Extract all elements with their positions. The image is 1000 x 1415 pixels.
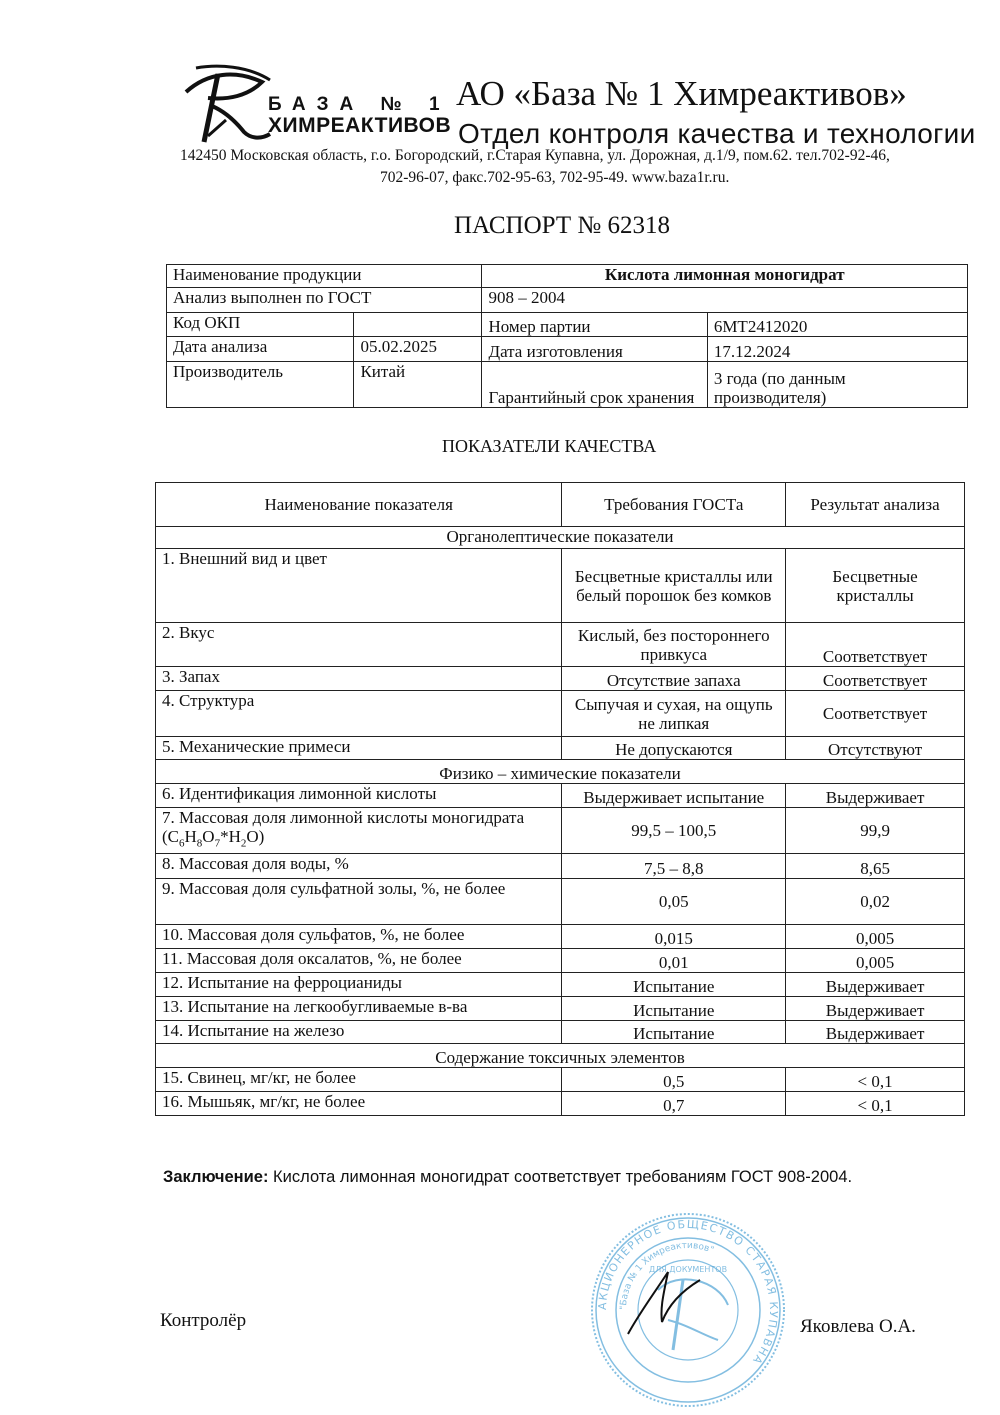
indicator-name: 10. Массовая доля сульфатов, %, не более [156,925,562,949]
manufacture-date-label: Дата изготовления [482,337,707,362]
product-info-table [166,264,968,408]
table-row [156,808,965,854]
signer-name: Яковлева О.А. [800,1316,916,1337]
table-row [156,1021,965,1044]
table-row [156,1068,965,1092]
stamp-center-text: ДЛЯ ДОКУМЕНТОВ [648,1265,728,1274]
indicator-name: 15. Свинец, мг/кг, не более [156,1068,562,1092]
indicator-requirement: 0,01 [562,949,786,973]
indicator-name: 3. Запах [156,667,562,691]
address-line1: 142450 Московская область, г.о. Богородский, г.Старая Купавна, ул. Дорожная, д.1/9, пом.62. тел.702-92-46, [180,147,890,164]
indicator-name: 12. Испытание на ферроцианиды [156,973,562,997]
passport-title: ПАСПОРТ № 62318 [454,212,670,239]
table-row [156,973,965,997]
warranty-value: 3 года (по данным производителя) [707,362,967,408]
indicator-name: 1. Внешний вид и цвет [156,549,562,623]
indicator-requirement: Испытание [562,997,786,1021]
address-line2: 702-96-07, факс.702-95-63, 702-95-49. www.baza1r.ru. [380,169,730,186]
table-row [156,854,965,879]
stamp-outer-text: АКЦИОНЕРНОЕ ОБЩЕСТВО СТАРАЯ КУПАВНА [595,1217,781,1368]
table-row [156,549,965,623]
table-row [156,691,965,737]
indicator-name: 5. Механические примеси [156,737,562,760]
producer-label: Производитель [167,362,354,408]
analysis-date-value: 05.02.2025 [354,337,482,362]
analysis-date-label: Дата анализа [167,337,354,362]
quality-table [155,482,965,1116]
company-name: АО «База № 1 Химреактивов» [456,74,907,113]
indicator-requirement: Отсутствие запаха [562,667,786,691]
table-row [156,623,965,667]
indicator-requirement: 7,5 – 8,8 [562,854,786,879]
indicator-requirement: 99,5 – 100,5 [562,808,786,854]
indicator-result: < 0,1 [786,1092,965,1116]
department-name: Отдел контроля качества и технологии [458,118,976,149]
indicator-result: 8,65 [786,854,965,879]
signature-icon [620,1262,710,1342]
conclusion-text: Кислота лимонная моногидрат соответствует требованиям ГОСТ 908-2004. [268,1168,853,1186]
controller-role: Контролёр [160,1310,247,1331]
gost-label: Анализ выполнен по ГОСТ [167,288,482,313]
stamp-inner-text: "База № 1 Химреактивов" [618,1240,715,1311]
indicator-result: Соответствует [786,623,965,667]
logo-line2: ХИМРЕАКТИВОВ [268,114,452,137]
indicator-result: 0,02 [786,879,965,925]
indicator-requirement: Кислый, без постороннего привкуса [562,623,786,667]
table-row [156,667,965,691]
company-logo-icon [178,62,278,146]
indicator-name: 6. Идентификация лимонной кислоты [156,784,562,808]
conclusion [163,1168,852,1187]
indicator-requirement: 0,5 [562,1068,786,1092]
indicator-requirement: 0,7 [562,1092,786,1116]
table-row [156,925,965,949]
indicator-name: 4. Структура [156,691,562,737]
quality-section-title: ПОКАЗАТЕЛИ КАЧЕСТВА [442,436,657,456]
col-header-result: Результат анализа [786,483,965,527]
table-row [156,949,965,973]
col-header-name: Наименование показателя [156,483,562,527]
table-row [156,737,965,760]
product-value: Кислота лимонная моногидрат [482,265,968,288]
indicator-result: Соответствует [786,691,965,737]
product-label: Наименование продукции [167,265,482,288]
indicator-result: 0,005 [786,925,965,949]
section-organoleptic: Органолептические показатели [156,527,965,549]
indicator-result: < 0,1 [786,1068,965,1092]
indicator-requirement: 0,015 [562,925,786,949]
indicator-requirement: Бесцветные кристаллы или белый порошок без комков [562,549,786,623]
table-row [156,784,965,808]
indicator-requirement: 0,05 [562,879,786,925]
indicator-result: Выдерживает [786,997,965,1021]
table-row [156,997,965,1021]
okp-value [354,313,482,337]
okp-label: Код ОКП [167,313,354,337]
gost-value: 908 – 2004 [482,288,968,313]
indicator-name: 11. Массовая доля оксалатов, %, не более [156,949,562,973]
indicator-name: 16. Мышьяк, мг/кг, не более [156,1092,562,1116]
indicator-result: Выдерживает [786,1021,965,1044]
indicator-result: Выдерживает [786,973,965,997]
indicator-name: 9. Массовая доля сульфатной золы, %, не более [156,879,562,925]
indicator-result: Бесцветные кристаллы [786,549,965,623]
indicator-name: 2. Вкус [156,623,562,667]
indicator-requirement: Испытание [562,1021,786,1044]
col-header-requirement: Требования ГОСТа [562,483,786,527]
producer-value: Китай [354,362,482,408]
indicator-result: Отсутствуют [786,737,965,760]
section-physicochemical: Физико – химические показатели [156,760,965,784]
indicator-name: 7. Массовая доля лимонной кислоты моногидрата $(C_6H_8O_7*H_2O)$ [156,808,562,854]
indicator-result: Соответствует [786,667,965,691]
indicator-name: 8. Массовая доля воды, % [156,854,562,879]
indicator-result: Выдерживает [786,784,965,808]
warranty-label: Гарантийный срок хранения [482,362,707,408]
section-toxic-elements: Содержание токсичных элементов [156,1044,965,1068]
manufacture-date-value: 17.12.2024 [707,337,967,362]
indicator-name: 13. Испытание на легкообугливаемые в-ва [156,997,562,1021]
indicator-result: 99,9 [786,808,965,854]
indicator-result: 0,005 [786,949,965,973]
batch-label: Номер партии [482,313,707,337]
table-row [156,879,965,925]
indicator-requirement: Сыпучая и сухая, на ощупь не липкая [562,691,786,737]
conclusion-label: Заключение: [163,1168,269,1186]
table-row [156,1092,965,1116]
batch-value: 6MT2412020 [707,313,967,337]
indicator-name: 14. Испытание на железо [156,1021,562,1044]
indicator-requirement: Выдерживает испытание [562,784,786,808]
logo-line1: БАЗА № 1 [268,94,451,115]
indicator-requirement: Испытание [562,973,786,997]
indicator-requirement: Не допускаются [562,737,786,760]
